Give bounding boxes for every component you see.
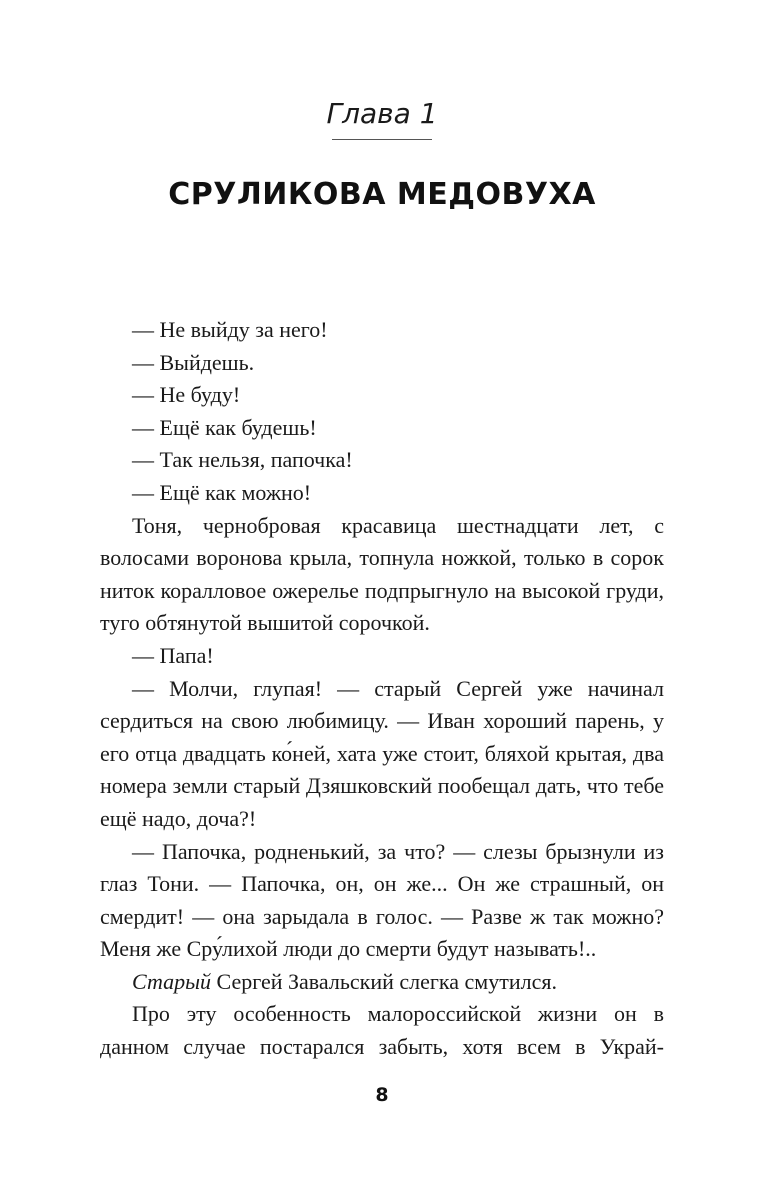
page-number: 8 [375, 1084, 389, 1106]
paragraph: Про эту особенность малороссийской жизни он в данном случае постарался забыть, хотя всем в Украй- [100, 1001, 664, 1060]
paragraph: — Ещё как будешь! [132, 414, 317, 440]
paragraph: — Не выйду за него! [132, 317, 328, 342]
chapter-divider [332, 139, 432, 140]
paragraph: — Папочка, родненький, за что? — слезы брызнули из глаз Тони. — Папочка, он, он же... Он же страшный, он смердит! — она зарыдала в голос. — Разве ж так можно? Меня же Сру́лихой люди до смерти будут называть!.. [100, 838, 664, 962]
text-body [100, 314, 664, 1064]
paragraph: — Так нельзя, папочка! [132, 447, 353, 473]
paragraph: — Не буду! [132, 382, 241, 408]
paragraph [100, 966, 664, 999]
paragraph-text: Сергей Завальский слегка смутился. [216, 968, 557, 994]
paragraph: — Выйдешь. [132, 349, 255, 375]
paragraph: — Молчи, глупая! — старый Сергей уже начинал сердиться на свою любимицу. — Иван хороший парень, у его отца двадцать ко́ней, хата уже стоит, бляхой крытая, два номера земли старый Дзяшковский пообещал дать, что тебе ещё надо, доча?! [100, 675, 664, 831]
chapter-label: Глава 1 [326, 97, 438, 130]
chapter-title: СРУЛИКОВА МЕДОВУХА [168, 177, 596, 212]
paragraph: Тоня, чернобровая красавица шестнадцати лет, с волосами воронова крыла, топнула ножкой, только в сорок ниток коралловое ожерелье подпрыгнуло на высокой груди, туго обтянутой вышитой сорочкой. [100, 512, 664, 636]
paragraph: — Ещё как можно! [132, 479, 312, 505]
paragraph: — Папа! [132, 642, 214, 668]
italic-lead-word: Старый [132, 968, 212, 994]
